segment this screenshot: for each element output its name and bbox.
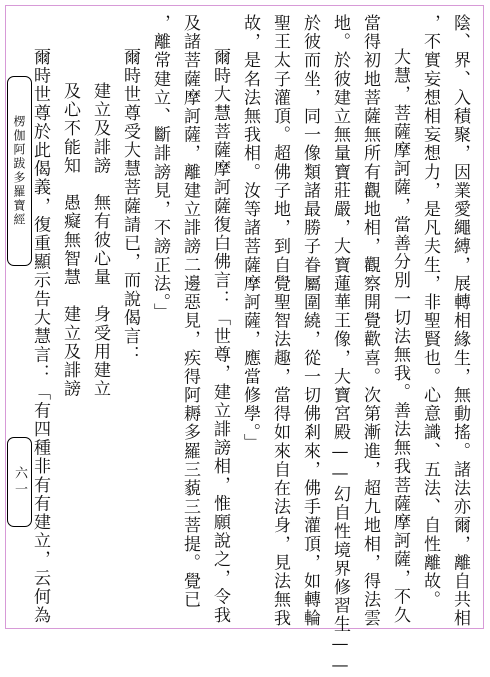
verse-column: 及心不能知 愚癡無智慧 建立及誹謗 [60, 82, 80, 399]
verse-column: 建立及誹謗 無有彼心量 身受用建立 [90, 82, 110, 399]
text-column: 故，是名法無我相。汝等諸菩薩摩訶薩，應當修學。」 [240, 14, 260, 452]
text-column: ，離常建立、斷誹謗見，不謗正法。」 [150, 14, 170, 322]
text-column: 及諸菩薩摩訶薩，離建立誹謗二邊惡見，疾得阿耨多羅三藐三菩提。覺已 [180, 14, 200, 610]
text-column: 陰、界、入積聚，因業愛繩縛，展轉相緣生，無動搖。諸法亦爾，離自共相 [450, 14, 470, 628]
book-title-label: 楞伽阿跋多羅寶經 [7, 76, 32, 266]
text-column: 地。於彼建立無量寶莊嚴，大寶蓮華王像，大寶宮殿——幻自性境界修習生—— [330, 14, 350, 677]
text-column: 大慧，菩薩摩訶薩，當善分別一切法無我。善法無我菩薩摩訶薩，不久 [390, 48, 410, 625]
text-column: 於彼而坐，同一像類諸最勝子眷屬圍繞，從一切佛剎來，佛手灌頂，如轉輪 [300, 14, 320, 628]
text-column: 爾時世尊於此偈義，復重顯示告大慧言：「有四種非有有建立，云何為 [30, 48, 50, 625]
text-column: 當得初地菩薩無所有觀地相，觀察開覺歡喜。次第漸進，超九地相，得法雲 [360, 14, 380, 628]
text-column: 爾時世尊受大慧菩薩請已，而說偈言： [120, 48, 140, 365]
page-number-label: 六一 [7, 437, 32, 527]
text-column: ，不實妄想相妄想力，是凡夫生，非聖賢也。心意識、五法、自性離故。 [420, 14, 440, 610]
scripture-text-body [30, 14, 475, 677]
text-column: 聖王太子灌頂。超佛子地，到自覺聖智法趣，當得如來自在法身，見法無我 [270, 14, 290, 628]
text-column: 爾時大慧菩薩摩訶薩復白佛言：「世尊，建立誹謗相，惟願說之，令我 [210, 48, 230, 625]
